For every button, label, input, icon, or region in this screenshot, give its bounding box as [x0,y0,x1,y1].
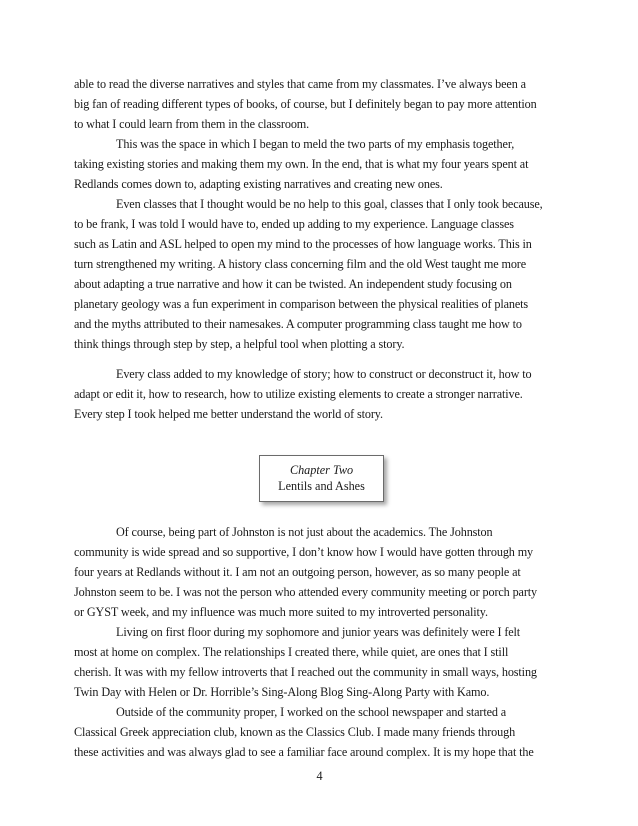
chapter-subtitle: Lentils and Ashes [278,479,365,493]
text-line: to be frank, I was told I would have to, ended up adding to my experience. Language classes [74,217,514,231]
text-line: big fan of reading different types of books, of course, but I definitely began to pay more attention [74,97,537,111]
text-line: most at home on complex. The relationships I created there, while quiet, are ones that I still [74,645,509,659]
text-line: Twin Day with Helen or Dr. Horrible’s Sing-Along Blog Sing-Along Party with Kamo. [74,685,490,699]
text-line: cherish. It was with my fellow introverts that I reached out the community in small ways, hosting [74,665,537,679]
chapter-heading-box [259,455,384,502]
text-line: or GYST week, and my influence was much more suited to my introverted personality. [74,605,488,619]
text-line: think things through step by step, a helpful tool when plotting a story. [74,337,405,351]
text-line: about adapting a true narrative and how it can be twisted. An independent study focusing on [74,277,512,291]
text-line: able to read the diverse narratives and styles that came from my classmates. I’ve always been a [74,77,526,91]
text-line: and the myths attributed to their namesakes. A computer programming class taught me how to [74,317,522,331]
text-line: Redlands comes down to, adapting existing narratives and creating new ones. [74,177,443,191]
text-line: to what I could learn from them in the classroom. [74,117,310,131]
text-line: four years at Redlands without it. I am not an outgoing person, however, as so many people at [74,565,521,579]
text-line: This was the space in which I began to meld the two parts of my emphasis together, [116,137,515,151]
text-line: taking existing stories and making them my own. In the end, that is what my four years spent at [74,157,529,171]
text-line: planetary geology was a fun experiment in comparison between the physical realities of planets [74,297,529,311]
chapter-title: Chapter Two [289,463,354,477]
page-number: 4 [316,769,323,783]
text-line: Of course, being part of Johnston is not just about the academics. The Johnston [116,525,493,539]
text-line: such as Latin and ASL helped to open my mind to the processes of how language works. This in [74,237,532,251]
text-line: Johnston seem to be. I was not the person who attended every community meeting or porch party [74,585,538,599]
text-line: Every class added to my knowledge of story; how to construct or deconstruct it, how to [116,367,532,381]
text-line: Outside of the community proper, I worked on the school newspaper and started a [116,705,507,719]
text-line: adapt or edit it, how to research, how to utilize existing elements to create a stronger narrative. [74,387,523,401]
text-line: Every step I took helped me better understand the world of story. [74,407,383,421]
text-line: Classical Greek appreciation club, known as the Classics Club. I made many friends through [74,725,516,739]
text-line: Living on first floor during my sophomore and junior years was definitely were I felt [116,625,521,639]
text-line: community is wide spread and so supportive, I don’t know how I would have gotten through my [74,545,534,559]
text-line: turn strengthened my writing. A history class concerning film and the old West taught me more [74,257,527,271]
text-line: Even classes that I thought would be no help to this goal, classes that I only took because, [116,197,543,211]
text-line: these activities and was always glad to see a familiar face around complex. It is my hope that the [74,745,534,759]
document-page [74,0,565,826]
